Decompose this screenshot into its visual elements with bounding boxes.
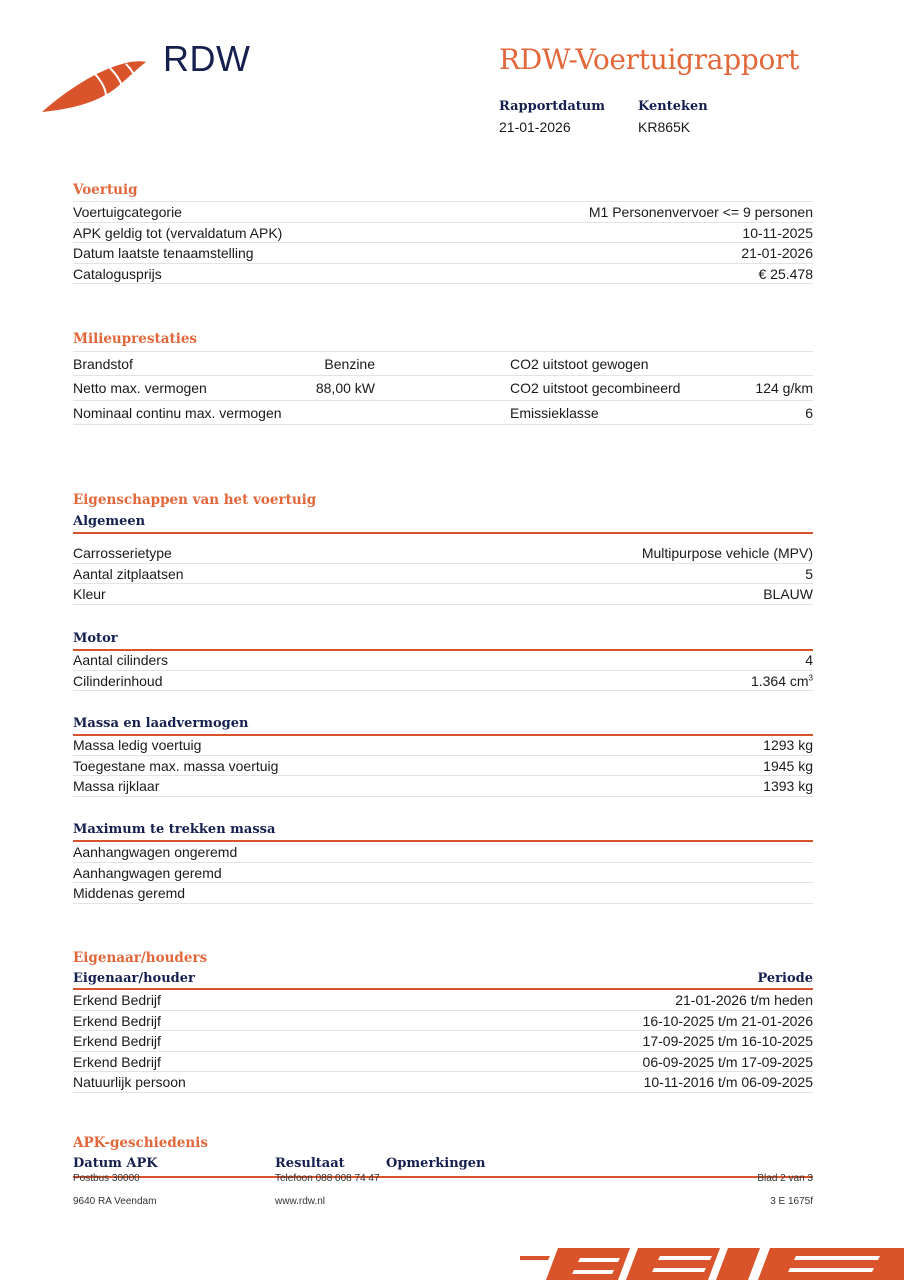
row-label: Kleur [73,586,106,603]
subsection-title-algemeen: Algemeen [73,514,813,534]
column-header-periode: Periode [757,971,813,986]
row-label: Catalogusprijs [73,265,162,282]
rdw-logo-icon [40,56,150,116]
table-header [73,971,813,990]
row-value: € 25.478 [758,265,813,282]
footer-blad: Blad 2 van 3 [757,1173,813,1184]
row-label: Datum laatste tenaamstelling [73,245,254,262]
unit-superscript: 3 [808,672,813,682]
section-title-milieu: Milieuprestaties [73,331,198,347]
table-row [73,1011,813,1032]
row-label: Aantal cilinders [73,652,168,668]
trekken-table [73,842,813,904]
row-label: Cilinderinhoud [73,672,163,689]
footer-postbus: Postbus 30000 [73,1173,140,1184]
table-row [73,735,813,756]
row-label: Aanhangwagen geremd [73,864,222,881]
row-label: Middenas geremd [73,885,186,902]
table-row [73,756,813,777]
milieu-table [73,351,813,425]
section-title-apk: APK-geschiedenis [73,1135,208,1151]
column-header-datum: Datum APK [73,1156,158,1171]
kenteken-value: KR865K [638,119,691,135]
table-row [73,243,813,264]
row-value: 5 [805,565,813,582]
rapportdatum-label: Rapportdatum [499,99,605,114]
table-row [73,1052,813,1073]
row-value: 10-11-2025 [742,224,813,241]
table-row [73,842,813,863]
footer-website: www.rdw.nl [275,1196,326,1207]
eigenaren-table [73,971,813,1093]
table-row [73,564,813,585]
table-row [73,543,813,564]
row-label: Emissieklasse [510,404,599,421]
table-row [73,990,813,1011]
row-value: BLAUW [763,586,813,603]
row-label: Netto max. vermogen [73,380,207,397]
row-value: M1 Personenvervoer <= 9 personen [588,204,813,220]
column-header-opmerkingen: Opmerkingen [386,1156,486,1171]
row-value: 16-10-2025 t/m 21-01-2026 [642,1012,813,1029]
row-label: Carrosserietype [73,545,172,561]
section-title-eigenaren: Eigenaar/houders [73,950,208,966]
row-label: Erkend Bedrijf [73,1012,161,1029]
table-row [73,776,813,797]
row-value: 06-09-2025 t/m 17-09-2025 [642,1053,813,1070]
row-value [751,671,813,691]
row-value: 21-01-2026 [741,245,813,262]
section-title-eigenschappen: Eigenschappen van het voertuig [73,492,317,508]
row-label: Aanhangwagen ongeremd [73,844,238,860]
row-label: Massa rijklaar [73,778,160,795]
table-row [73,1072,813,1093]
table-row [73,401,813,425]
row-label: Toegestane max. massa voertuig [73,757,279,774]
footer-plaats: 9640 RA Veendam [73,1196,157,1207]
row-value: 1293 kg [763,737,813,753]
subsection-title-motor: Motor [73,631,813,651]
footer-telefoon: Telefoon 088 008 74 47 [275,1173,380,1184]
row-value: 124 g/km [755,380,813,397]
table-row [73,883,813,904]
column-header-eigenaar: Eigenaar/houder [73,971,195,986]
table-row [73,264,813,285]
row-label: Voertuigcategorie [73,204,182,220]
algemeen-table [73,543,813,605]
table-row [73,202,813,223]
section-title-voertuig: Voertuig [73,182,138,198]
row-value: 1393 kg [763,778,813,795]
page-title: RDW-Voertuigrapport [499,43,800,76]
table-row [73,584,813,605]
table-row [73,352,813,376]
motor-table [73,650,813,691]
row-value: 10-11-2016 t/m 06-09-2025 [643,1074,813,1091]
subsection-title-trekken: Maximum te trekken massa [73,822,813,842]
table-row [73,223,813,244]
row-value: 4 [805,652,813,668]
cilinderinhoud-value: 1.364 cm [750,672,809,689]
row-label: Aantal zitplaatsen [73,565,184,582]
voertuig-table [73,201,813,284]
row-label: Erkend Bedrijf [73,1053,161,1070]
row-label: CO2 uitstoot gewogen [510,356,649,372]
decorative-stripes-icon [520,1244,904,1280]
table-row [73,671,813,692]
row-value: 88,00 kW [315,380,375,397]
table-row [73,650,813,671]
rapportdatum-value: 21-01-2026 [499,119,571,135]
row-label: Brandstof [73,356,133,372]
row-label: Erkend Bedrijf [73,992,161,1008]
subsection-title-massa: Massa en laadvermogen [73,716,813,736]
row-label: Erkend Bedrijf [73,1033,161,1050]
row-label: Nominaal continu max. vermogen [73,404,282,421]
row-label: CO2 uitstoot gecombineerd [510,380,681,397]
column-header-resultaat: Resultaat [275,1156,345,1171]
row-label: APK geldig tot (vervaldatum APK) [73,224,283,241]
row-value: Multipurpose vehicle (MPV) [641,545,813,561]
table-row [73,863,813,884]
table-row [73,376,813,400]
row-value: 21-01-2026 t/m heden [675,992,813,1008]
row-value: 6 [805,404,813,421]
table-row [73,1031,813,1052]
massa-table [73,735,813,797]
row-value: Benzine [324,356,375,372]
apk-table-header [73,1156,813,1178]
logo-text: RDW [163,38,251,79]
row-label: Natuurlijk persoon [73,1074,186,1091]
row-value: 1945 kg [763,757,813,774]
footer-code: 3 E 1675f [770,1196,813,1207]
kenteken-label: Kenteken [638,99,708,114]
row-label: Massa ledig voertuig [73,737,202,753]
row-value: 17-09-2025 t/m 16-10-2025 [642,1033,813,1050]
